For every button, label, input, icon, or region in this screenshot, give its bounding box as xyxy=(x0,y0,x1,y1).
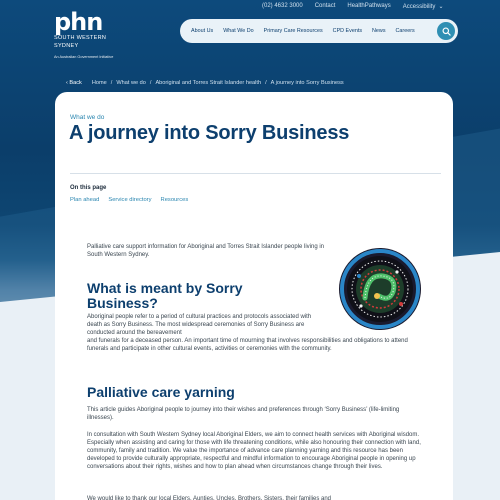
logo-gov-initiative: An Australian Government Initiative xyxy=(54,55,114,59)
breadcrumb-what-we-do[interactable]: What we do xyxy=(116,80,146,86)
paragraph-yarning-2: In consultation with South Western Sydney local Aboriginal Elders, we aim to connect health services with Aboriginal wisdom. Especially when assisting and caring for those with life threatening conditions, while also honouring their connection with land, community, family and tradition. We value the importance of advance care planning yarning and this resource has been developed to provide culturally appropriate, respectful and mindful information to encourage Aboriginal people in opening up conversations about their rights, wishes and how to plan ahead when circumstances change through their lives. xyxy=(87,432,421,471)
content-card xyxy=(55,92,453,500)
logo-line1: SOUTH WESTERN xyxy=(54,35,107,41)
heading-sorry-business: What is meant by Sorry Business? xyxy=(87,280,243,311)
nav-primary-care-resources[interactable]: Primary Care Resources xyxy=(263,28,323,34)
breadcrumb-home[interactable]: Home xyxy=(91,80,107,86)
accessibility-menu[interactable] xyxy=(403,3,444,10)
otp-link-service-directory[interactable]: Service directory xyxy=(108,197,152,203)
accessibility-label: Accessibility xyxy=(402,4,436,10)
paragraph-yarning-1: This article guides Aboriginal people to journey into their wishes and preferences through ‘Sorry Business’ (life-limiting illnesses). xyxy=(87,407,400,422)
search-button[interactable] xyxy=(437,22,455,40)
healthpathways-link[interactable]: HealthPathways xyxy=(347,3,391,9)
nav-what-we-do[interactable]: What We Do xyxy=(223,28,254,34)
nav-cpd-events[interactable]: CPD Events xyxy=(332,28,363,34)
utility-bar xyxy=(262,3,443,10)
phone-link[interactable]: (02) 4632 3000 xyxy=(262,3,303,9)
breadcrumb xyxy=(66,80,344,86)
paragraph-sorry-b: and funerals for a deceased person. An important time of mourning that involves responsibilities and obligations to attend funerals and participate in other cultural events, activities or ceremonies with the community. xyxy=(87,338,408,353)
phn-logo[interactable] xyxy=(54,10,113,59)
breadcrumb-sep: / xyxy=(265,80,267,86)
logo-line2: SYDNEY xyxy=(54,42,79,49)
paragraph-yarning-3: We would like to thank our local Elders, Aunties, Uncles, Brothers, Sisters, their families and xyxy=(87,496,331,500)
breadcrumb-current: A journey into Sorry Business xyxy=(270,80,344,86)
chevron-down-icon: ⌄ xyxy=(438,4,444,10)
paragraph-sorry-a: Aboriginal people refer to a period of cultural practices and protocols associated with death as Sorry Business. The most widespread ceremonies of Sorry Business are conducted around the bereavement xyxy=(87,314,312,337)
section-eyebrow: What we do xyxy=(70,114,105,121)
back-label: Back xyxy=(69,80,82,86)
main-nav xyxy=(180,19,458,43)
nav-about-us[interactable]: About Us xyxy=(191,28,214,34)
contact-link[interactable]: Contact xyxy=(314,3,336,9)
breadcrumb-sep: / xyxy=(110,80,113,86)
breadcrumb-sep: / xyxy=(149,80,152,86)
breadcrumb-aboriginal-health[interactable]: Aboriginal and Torres Strait Islander health xyxy=(155,80,262,86)
on-this-page-label: On this page xyxy=(70,185,107,191)
nav-news[interactable]: News xyxy=(372,28,386,34)
intro-paragraph: Palliative care support information for Aboriginal and Torres Strait Islander people living in South Western Sydney. xyxy=(87,244,325,259)
page-title: A journey into Sorry Business xyxy=(69,122,350,144)
divider xyxy=(70,173,441,174)
otp-link-plan-ahead[interactable]: Plan ahead xyxy=(70,197,100,203)
aboriginal-artwork-image xyxy=(337,246,423,332)
logo-wordmark: phn xyxy=(54,8,103,36)
otp-link-resources[interactable]: Resources xyxy=(160,197,189,203)
search-icon xyxy=(442,27,451,36)
back-link[interactable]: ‹ Back xyxy=(66,80,82,86)
heading-palliative-care-yarning: Palliative care yarning xyxy=(87,384,235,400)
on-this-page-links xyxy=(70,197,188,203)
nav-careers[interactable]: Careers xyxy=(395,28,415,34)
